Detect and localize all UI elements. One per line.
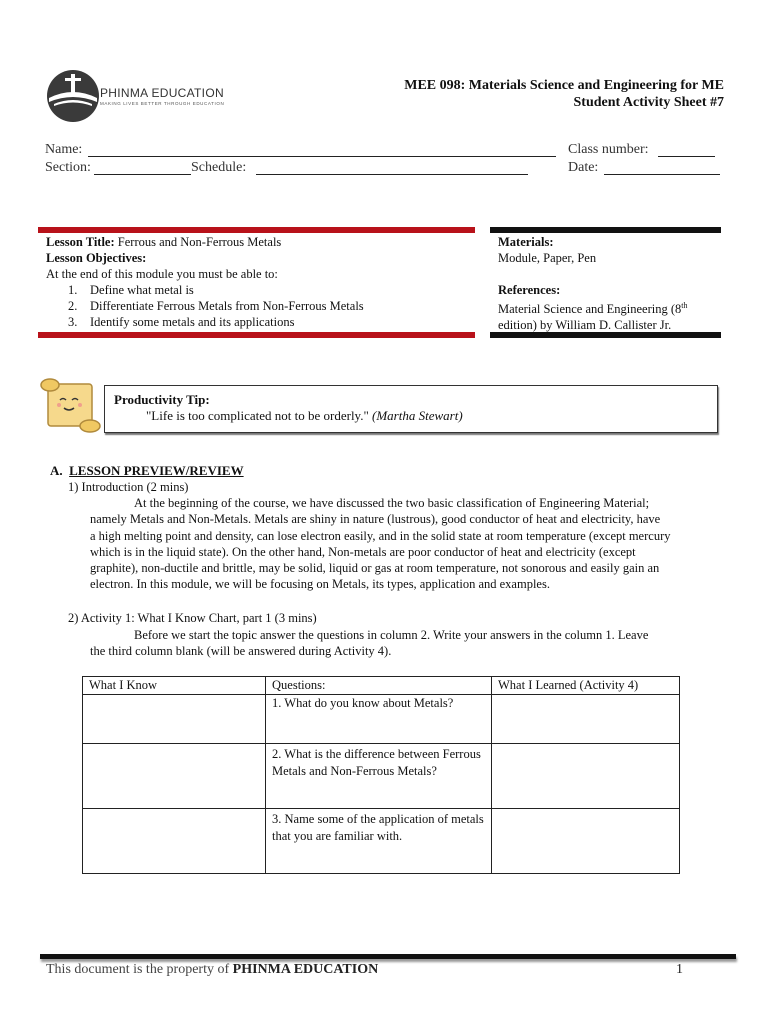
activity1-paragraph: Before we start the topic answer the questions in column 2. Write your answers in the column 1. Leave the third column blank (will be answered during Activity 4).: [90, 628, 649, 659]
table-row: [83, 744, 680, 809]
header-questions: Questions:: [266, 677, 492, 695]
intro-label: 1) Introduction (2 mins): [68, 480, 189, 494]
productivity-tip-quote: "Life is too complicated not to be orderly." (Martha Stewart): [146, 408, 463, 423]
lesson-bottom-bar: [38, 332, 475, 338]
question-cell: 2. What is the difference between Ferrous Metals and Non-Ferrous Metals?: [266, 744, 492, 809]
lesson-title: Ferrous and Non-Ferrous Metals: [117, 235, 282, 249]
materials-top-bar: [490, 227, 721, 233]
reference-text: Material Science and Engineering (8th: [498, 301, 688, 317]
answer-cell[interactable]: [83, 809, 266, 874]
sheet-title: Student Activity Sheet #7: [573, 95, 724, 110]
references-label: References:: [498, 283, 561, 297]
question-cell: 3. Name some of the application of metals that you are familiar with.: [266, 809, 492, 874]
materials-label: Materials:: [498, 235, 554, 249]
date-field[interactable]: [604, 174, 720, 175]
class-number-label: Class number:: [568, 142, 649, 157]
header-what-i-know: What I Know: [83, 677, 266, 695]
activity1-label: 2) Activity 1: What I Know Chart, part 1 (3 mins): [68, 611, 317, 625]
schedule-field[interactable]: [256, 174, 528, 175]
learned-cell[interactable]: [492, 744, 680, 809]
lesson-info: [46, 234, 471, 330]
productivity-tip-title: Productivity Tip:: [114, 392, 210, 407]
section-field[interactable]: [94, 174, 191, 175]
footer-rule: [40, 954, 736, 959]
learned-cell[interactable]: [492, 695, 680, 744]
lesson-objectives-label: Lesson Objectives:: [46, 251, 147, 265]
class-number-field[interactable]: [658, 156, 715, 157]
lesson-objectives-intro: At the end of this module you must be able to:: [46, 267, 278, 281]
lesson-top-bar: [38, 227, 475, 233]
schedule-label: Schedule:: [191, 160, 247, 175]
materials-info: [498, 234, 720, 333]
footer-text: This document is the property of PHINMA EDUCATION: [46, 962, 379, 977]
objectives-list: [46, 282, 471, 330]
intro-paragraph: At the beginning of the course, we have discussed the two basic classification of Engineering Material; namely Metals and Non-Metals. Metals are shiny in nature (lustrous), good conductor of heat and electricity, have a high melting point and density, can lose electron easily, and in the solid state at room temperature (except mercury which is in the liquid state). On the other hand, Non-metals are poor conductor of heat and electricity (except graphite), non-ductile and brittle, may be solid, liquid or gas at room temperature, not sonorous and easily gain an electron. In this module, we will be focusing on Metals, its types, application and examples.: [90, 496, 671, 592]
objective-item: 3. Identify some metals and its applications: [68, 315, 295, 329]
date-label: Date:: [568, 160, 599, 175]
header-what-i-learned: What I Learned (Activity 4): [492, 677, 680, 695]
objective-item: 2. Differentiate Ferrous Metals from Non-Ferrous Metals: [68, 299, 364, 313]
reference-text-2: edition) by William D. Callister Jr.: [498, 318, 672, 333]
answer-cell[interactable]: [83, 695, 266, 744]
org-tagline: MAKING LIVES BETTER THROUGH EDUCATION: [100, 101, 225, 106]
name-field[interactable]: [88, 156, 556, 157]
answer-cell[interactable]: [83, 744, 266, 809]
org-name: PHINMA EDUCATION: [100, 86, 224, 100]
question-cell: 1. What do you know about Metals?: [266, 695, 492, 744]
table-header-row: [83, 677, 680, 695]
page-number: 1: [676, 962, 683, 977]
section-a-heading: A. LESSON PREVIEW/REVIEW: [50, 463, 244, 478]
scroll-mascot-icon: [40, 376, 102, 434]
lesson-title-label: Lesson Title:: [46, 235, 115, 249]
materials-list: Module, Paper, Pen: [498, 251, 597, 265]
course-title: MEE 098: Materials Science and Engineering for ME: [404, 78, 724, 93]
table-row: [83, 809, 680, 874]
what-i-know-chart: [82, 676, 680, 874]
table-row: [83, 695, 680, 744]
section-label: Section:: [45, 160, 91, 175]
learned-cell[interactable]: [492, 809, 680, 874]
name-label: Name:: [45, 142, 83, 157]
objective-item: 1. Define what metal is: [68, 283, 194, 297]
